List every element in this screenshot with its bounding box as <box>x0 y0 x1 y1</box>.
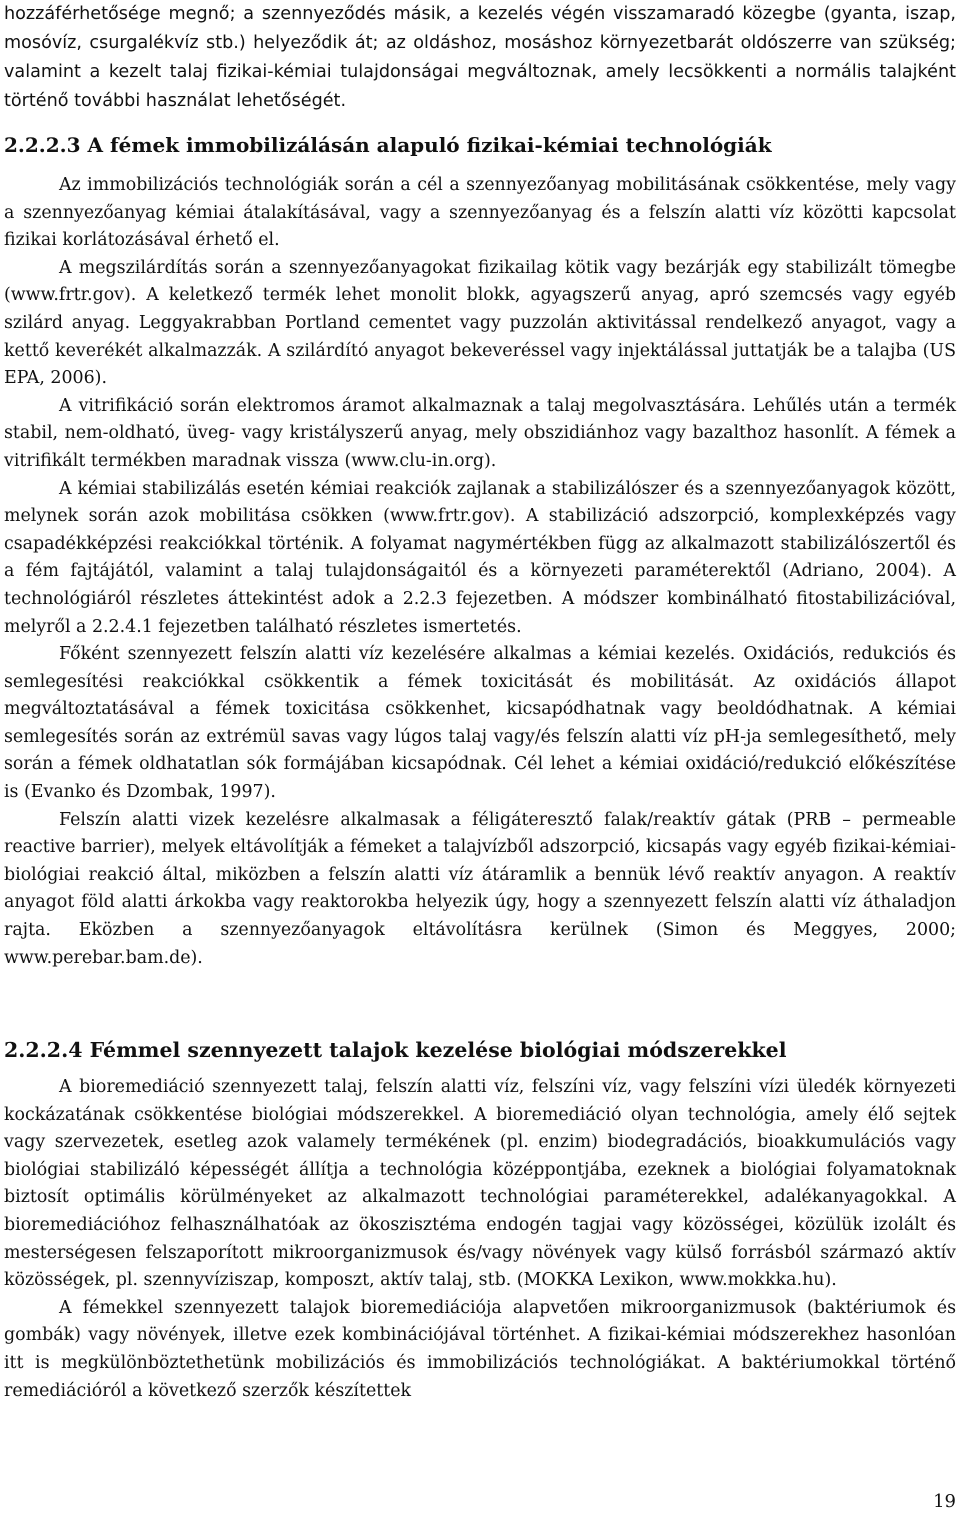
section-heading-2-2-2-4: 2.2.2.4 Fémmel szennyezett talajok kezelése biológiai módszerekkel <box>4 1038 787 1062</box>
section-body-2-2-2-4 <box>4 1074 956 1405</box>
page-number: 19 <box>933 1491 956 1512</box>
paragraph-immobilization: Az immobilizációs technológiák során a cél a szennyezőanyag mobilitásának csökkentése, mely vagy a szennyezőanyag kémiai átalakításával, vagy a szennyezőanyag és a felszín alatti víz közötti kapcsolat fizikai korlátozásával érhető el. <box>4 175 956 251</box>
paragraph-solidification: A megszilárdítás során a szennyezőanyagokat fizikailag kötik vagy bezárják egy stabilizált tömegbe (www.frtr.gov). A keletkező termék lehet monolit blokk, agyagszerű anyag, apró szemcsés vagy egyéb szilárd anyag. Leggyakrabban Portland cementet vagy puzzolán aktivitással rendelkező anyagot, vagy a kettő keverékét alkalmazzák. A szilárdító anyagot bekeveréssel vagy injektálással juttatják be a talajba (US EPA, 2006). <box>4 257 956 389</box>
section-body-2-2-2-3 <box>4 172 956 972</box>
paragraph-metal-bioremediation: A fémekkel szennyezett talajok bioremediációja alapvetően mikroorganizmusok (baktériumok és gombák) vagy növények, illetve ezek kombinációjával történhet. A fizikai-kémiai módszerekhez hasonlóan itt is megkülönböztethetünk mobilizációs és immobilizációs technológiákat. A baktériumokkal történő remediációról a következő szerzők készítettek <box>4 1297 956 1401</box>
paragraph-vitrification: A vitrifikáció során elektromos áramot alkalmaznak a talaj megolvasztására. Lehűlés után a termék stabil, nem-oldható, üveg- vagy kristályszerű anyag, mely obszidiánhoz vagy bazalthoz hasonlít. A fémek a vitrifikált termékben maradnak vissza (www.clu-in.org). <box>4 395 956 471</box>
paragraph-chemical-stabilization: A kémiai stabilizálás esetén kémiai reakciók zajlanak a stabilizálószer és a szennyezőanyagok között, melynek során azok mobilitása csökken (www.frtr.gov). A stabilizáció adszorpció, komplexképzés vagy csapadékképzési reakciókkal történik. A folyamat nagymértékben függ az alkalmazott stabilizálószertől és a fém fajtájától, valamint a talaj tulajdonságaitól és a környezeti paraméterektől (Adriano, 2004). A technológiáról részletes áttekintést adok a 2.2.3 fejezetben. A módszer kombinálható fitostabilizációval, melyről a 2.2.4.1 fejezetben található részletes ismertetés. <box>4 478 956 637</box>
paragraph-bioremediation: A bioremediáció szennyezett talaj, felszín alatti víz, felszíni víz, vagy felszíni vízi üledék környezeti kockázatának csökkentése biológiai módszerekkel. A bioremediáció olyan technológia, amely élő sejtek vagy szervezetek, esetleg azok valamely termékének (pl. enzim) biodegradációs, bioakkumulációs vagy biológiai stabilizáló képességét állítja a technológia középpontjába, ezeknek a biológiai folyamatoknak biztosít optimális körülményeket az alkalmazott technológiai paraméterekkel, adalékanyagokkal. A bioremediációhoz felhasználhatóak az ökoszisztéma endogén tagjai vagy közösségei, közülük izolált és mesterségesen felszaporított mikroorganizmusok és/vagy növények vagy külső forrásból származó aktív közösségek, pl. szennyvíziszap, komposzt, aktív talaj, stb. (MOKKA Lexikon, www.mokkka.hu). <box>4 1077 956 1291</box>
paragraph-chemical-treatment: Főként szennyezett felszín alatti víz kezelésére alkalmas a kémiai kezelés. Oxidációs, redukciós és semlegesítési reakciókkal csökkentik a fémek toxicitását és mobilitását. Az oxidációs állapot megváltoztatásával a fémek toxicitása csökkenhet, kicsapódhatnak vagy beoldódhatnak. A kémiai semlegesítés során az extrémül savas vagy lúgos talaj vagy/és felszín alatti víz pH-ja semlegesíthető, mely során a fémek oldhatatlan sók formájában kicsapódnak. Cél lehet a kémiai oxidáció/redukció előkészítése is (Evanko és Dzombak, 1997). <box>4 644 956 803</box>
intro-paragraph: hozzáférhetősége megnő; a szennyeződés másik, a kezelés végén visszamaradó közegbe (gyanta, iszap, mosóvíz, csurgalékvíz stb.) helyeződik át; az oldáshoz, mosáshoz környezetbarát oldószerre van szükség; valamint a kezelt talaj fizikai-kémiai tulajdonságai megváltoznak, amely lecsökkenti a normális talajként történő további használat lehetőségét. <box>4 4 956 111</box>
paragraph-reactive-barriers: Felszín alatti vizek kezelésre alkalmasak a féligáteresztő falak/reaktív gátak (PRB – permeable reactive barrier), melyek eltávolítják a fémeket a talajvízből adszorpció, kicsapás vagy egyéb fizikai-kémiai-biológiai reakció által, miközben a felszín alatti víz átáramlik a bennük lévő reaktív anyagon. A reaktív anyagot föld alatti árkokba vagy reaktorokba helyezik úgy, hogy a szennyezett felszín alatti víz áthaladjon rajta. Eközben a szennyezőanyagok eltávolításra kerülnek (Simon és Meggyes, 2000; www.perebar.bam.de). <box>4 809 956 968</box>
section-heading-2-2-2-3: 2.2.2.3 A fémek immobilizálásán alapuló fizikai-kémiai technológiák <box>4 133 772 157</box>
